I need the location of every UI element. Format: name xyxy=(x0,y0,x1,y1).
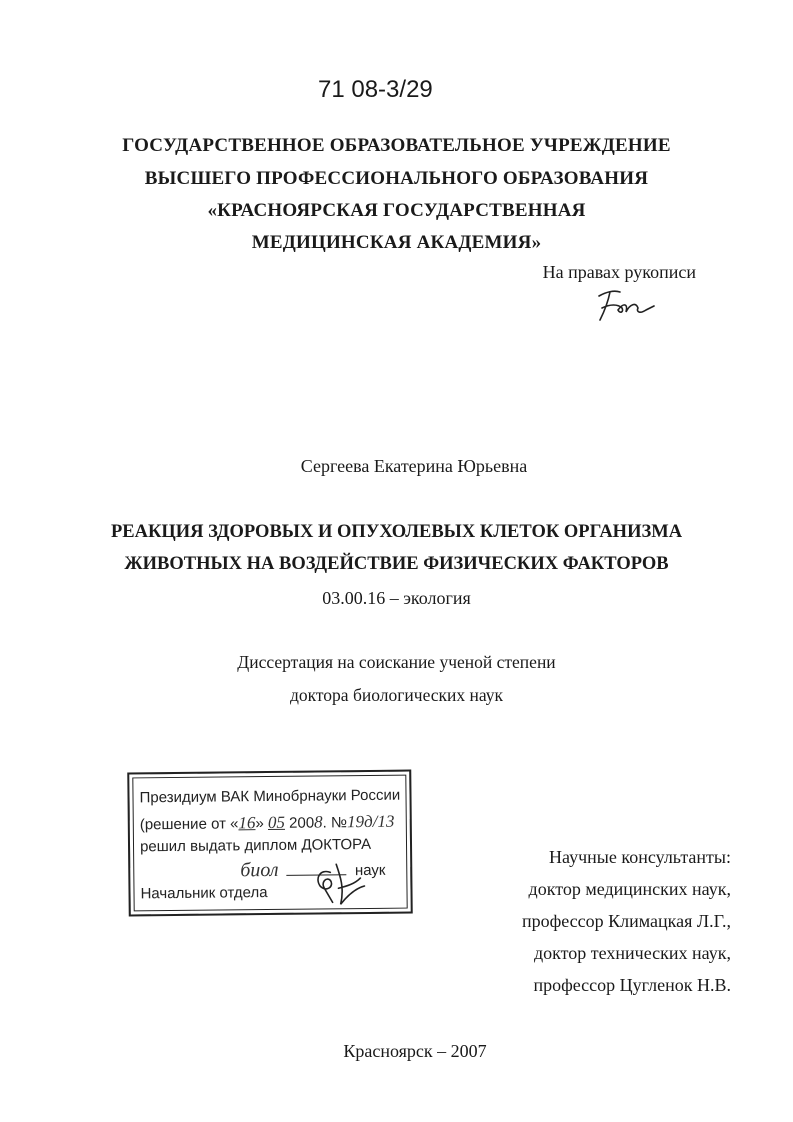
stamp-field-handwritten: биол xyxy=(240,858,279,882)
institution-line-4: МЕДИЦИНСКАЯ АКАДЕМИЯ» xyxy=(251,232,542,253)
stamp-number-prefix: . № xyxy=(322,814,348,832)
stamp-signature xyxy=(310,858,371,911)
stamp-department-head: Начальник отдела xyxy=(140,884,268,903)
specialty-code: 03.00.16 – экология xyxy=(322,588,471,608)
consultant-2-degree: доктор технических наук, xyxy=(534,943,731,963)
stamp-sciences-word: наук xyxy=(354,861,386,880)
stamp-year-digit: 8 xyxy=(314,812,323,832)
city-year: Красноярск – 2007 xyxy=(343,1041,487,1061)
consultant-1-name: профессор Климацкая Л.Г., xyxy=(521,911,731,931)
archive-code: 71 08-3/29 xyxy=(318,76,433,103)
stamp-decision-prefix: (решение от « xyxy=(139,815,239,834)
vak-stamp xyxy=(127,770,412,917)
institution-line-1: ГОСУДАРСТВЕННОЕ ОБРАЗОВАТЕЛЬНОЕ УЧРЕЖДЕНИЕ xyxy=(122,135,671,156)
stamp-month: 05 xyxy=(267,812,286,833)
stamp-quote: » xyxy=(255,815,264,833)
institution-line-2: ВЫСШЕГО ПРОФЕССИОНАЛЬНОГО ОБРАЗОВАНИЯ xyxy=(144,168,649,189)
stamp-day: 16 xyxy=(238,813,256,833)
dissertation-title-line-2: ЖИВОТНЫХ НА ВОЗДЕЙСТВИЕ ФИЗИЧЕСКИХ ФАКТОРОВ xyxy=(124,554,669,574)
degree-line-1: Диссертация на соискание ученой степени xyxy=(237,652,556,672)
institution-line-3: «КРАСНОЯРСКАЯ ГОСУДАРСТВЕННАЯ xyxy=(207,200,586,221)
stamp-number: 19д/13 xyxy=(346,811,395,832)
dissertation-title-line-1: РЕАКЦИЯ ЗДОРОВЫХ И ОПУХОЛЕВЫХ КЛЕТОК ОРГАНИЗМА xyxy=(110,522,683,542)
consultant-1-degree: доктор медицинских наук, xyxy=(528,879,731,899)
stamp-decision xyxy=(140,812,395,835)
manuscript-rights-note: На правах рукописи xyxy=(542,262,696,282)
author-name: Сергеева Екатерина Юрьевна xyxy=(300,456,528,476)
consultant-2-name: профессор Цугленок Н.В. xyxy=(533,975,731,995)
stamp-year-prefix: 200 xyxy=(289,814,315,832)
degree-line-2: доктора биологических наук xyxy=(289,685,504,705)
author-signature xyxy=(596,286,656,326)
stamp-diploma: решил выдать диплом ДОКТОРА xyxy=(139,835,372,856)
stamp-presidium: Президиум ВАК Минобрнауки России xyxy=(139,786,401,807)
consultants-heading: Научные консультанты: xyxy=(549,847,731,867)
